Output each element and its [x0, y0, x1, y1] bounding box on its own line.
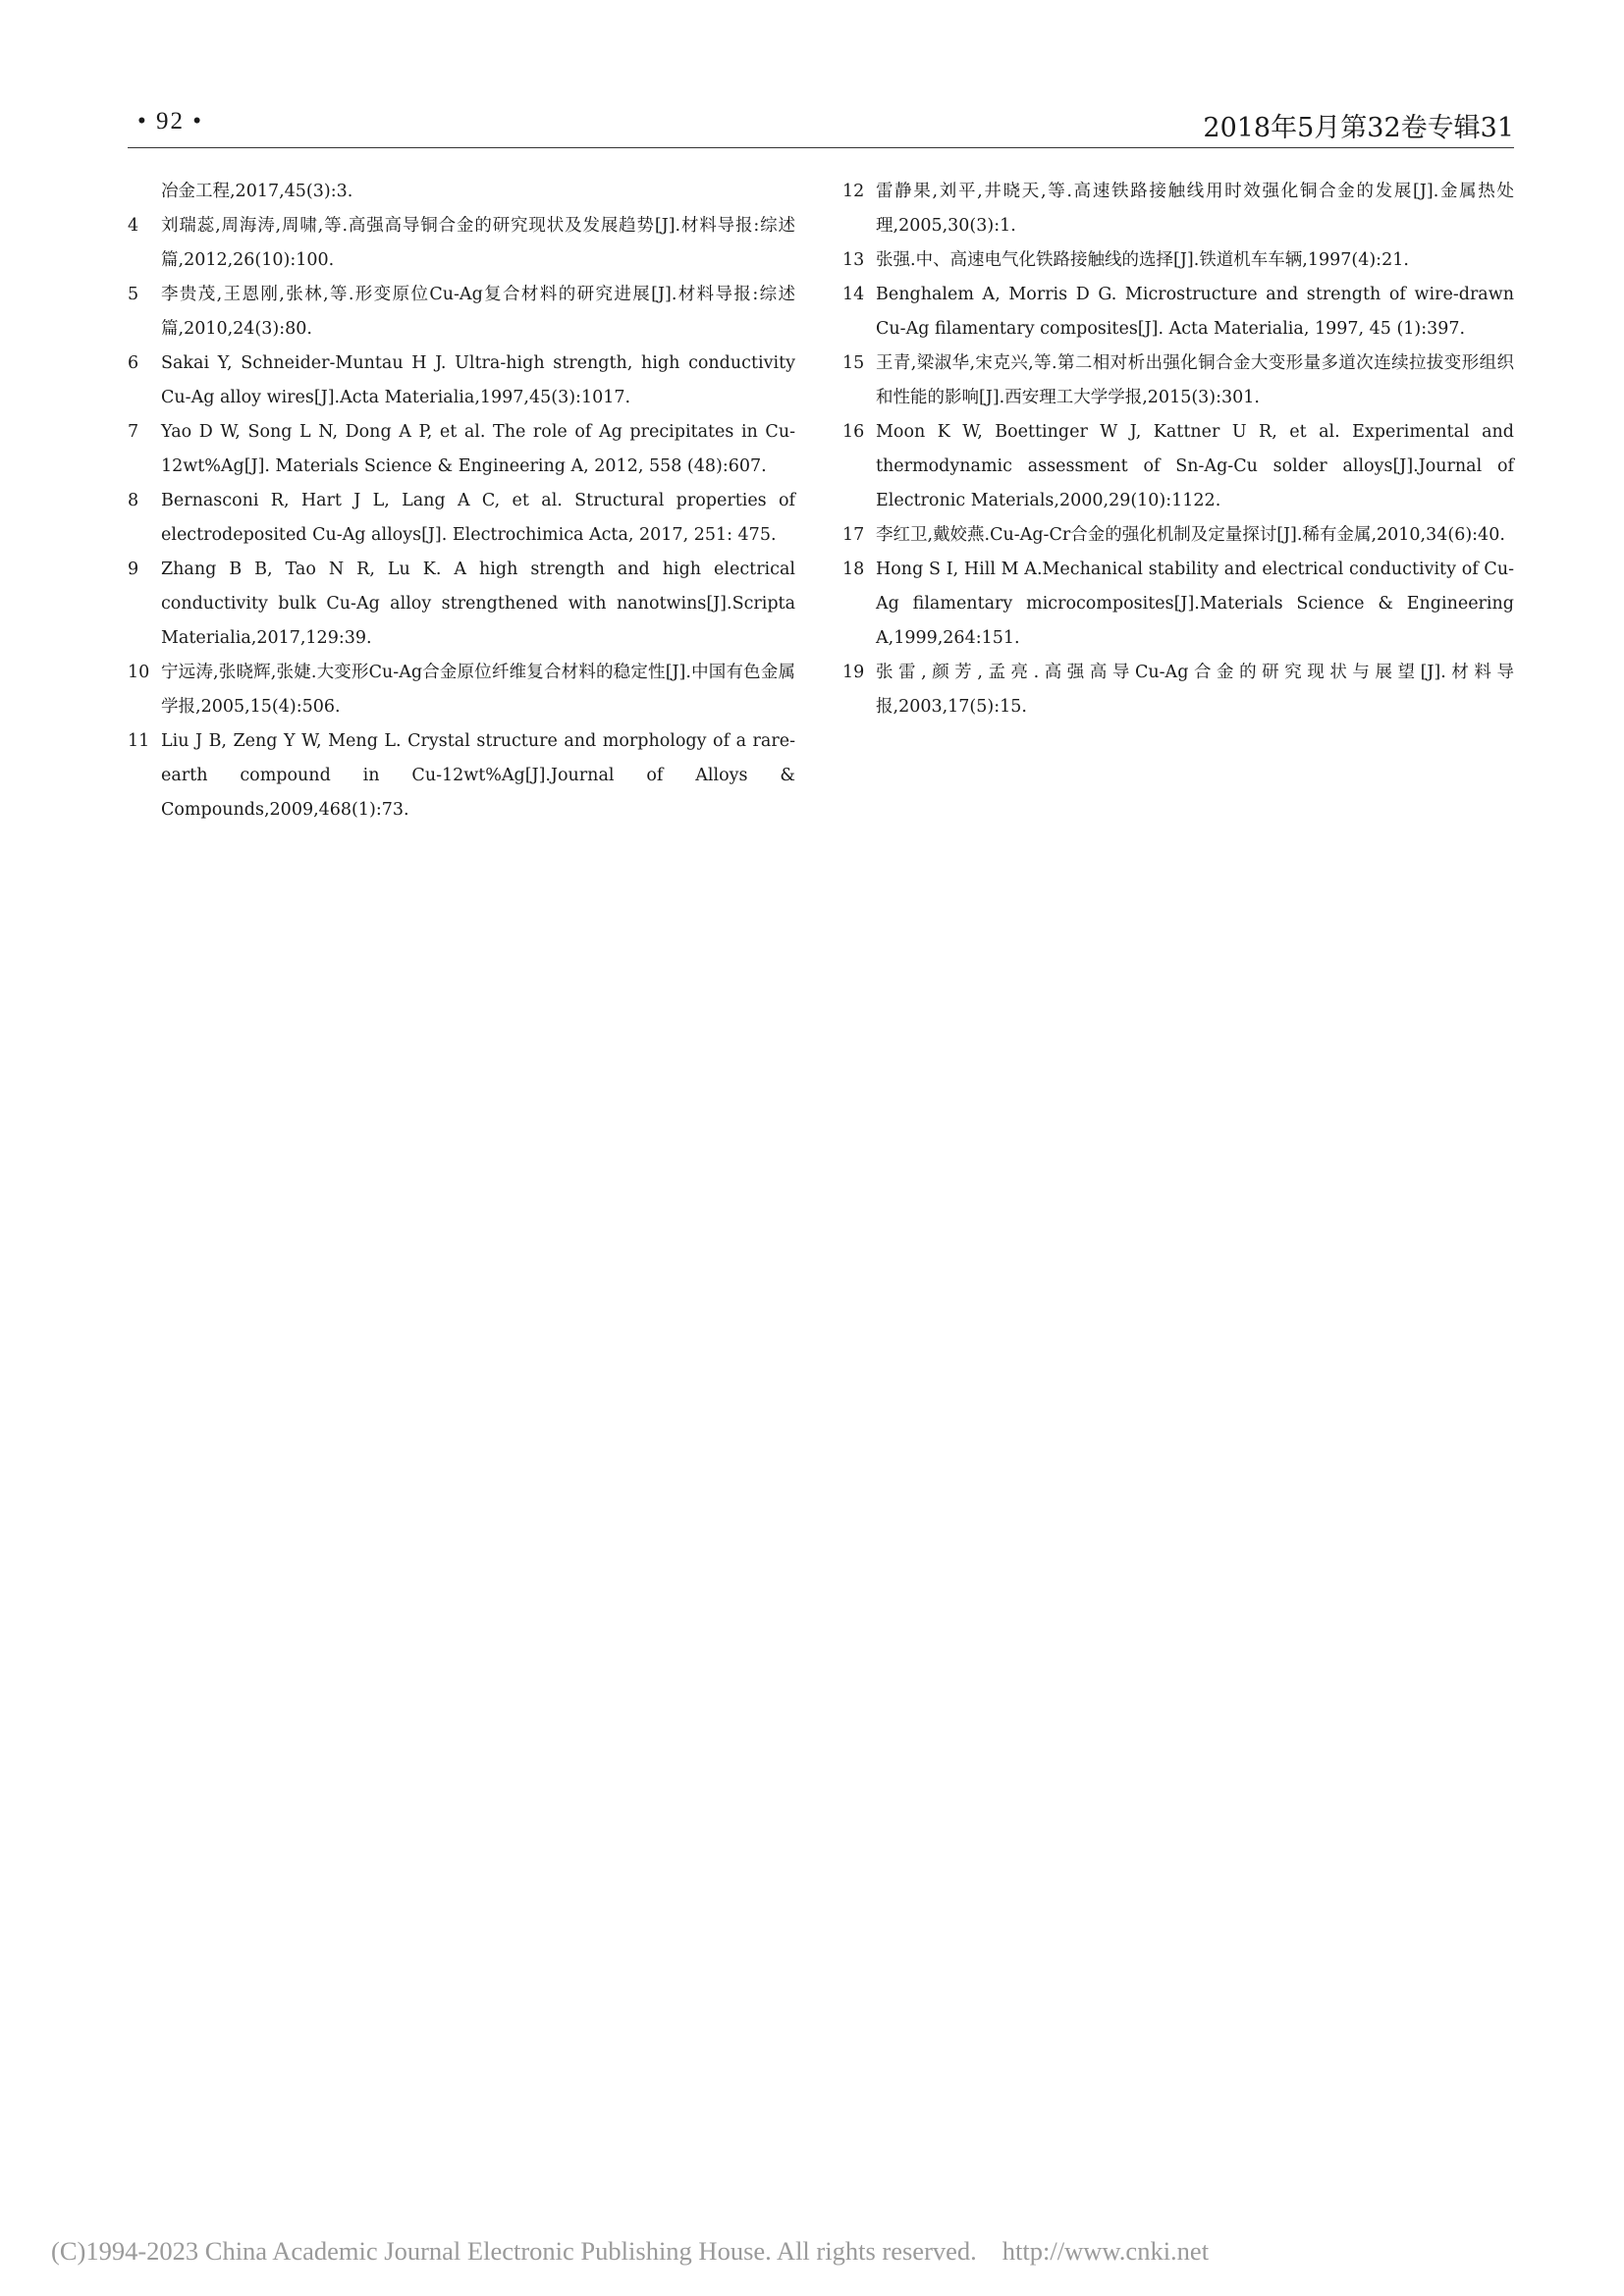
- reference-text: Zhang B B, Tao N R, Lu K. A high strength and high electrical conductivity bulk Cu-Ag alloy strengthened with nanotwins[J].Scripta Materialia,2017,129:39.: [161, 560, 795, 648]
- references-left-column: [128, 175, 795, 828]
- reference-item: [842, 415, 1514, 518]
- footer-url-link[interactable]: http://www.cnki.net: [1001, 2236, 1210, 2266]
- running-header: [128, 102, 1514, 148]
- reference-item: [128, 209, 795, 278]
- copyright-footer: [51, 2236, 1209, 2267]
- reference-item: [842, 347, 1514, 415]
- reference-number: 18: [842, 560, 865, 579]
- reference-text: Liu J B, Zeng Y W, Meng L. Crystal structure and morphology of a rare-earth compound in Cu-12wt%Ag[J].Journal of Alloys & Compounds,2009,468(1):73.: [161, 731, 795, 820]
- reference-item: [128, 347, 795, 415]
- reference-text: Moon K W, Boettinger W J, Kattner U R, et al. Experimental and thermodynamic assessment of Sn-Ag-Cu solder alloys[J].Journal of Electronic Materials,2000,29(10):1122.: [876, 422, 1514, 510]
- reference-text: 李贵茂,王恩刚,张林,等.形变原位Cu-Ag复合材料的研究进展[J].材料导报:综述篇,2010,24(3):80.: [161, 285, 795, 339]
- reference-text: Yao D W, Song L N, Dong A P, et al. The role of Ag precipitates in Cu-12wt%Ag[J]. Materials Science & Engineering A, 2012, 558 (48):607.: [161, 422, 795, 476]
- journal-issue: 2018年5月第32卷专辑31: [1203, 113, 1514, 143]
- reference-item: [842, 553, 1514, 656]
- reference-number: 6: [128, 353, 139, 373]
- reference-number: 9: [128, 560, 139, 579]
- reference-text: 刘瑞蕊,周海涛,周啸,等.高强高导铜合金的研究现状及发展趋势[J].材料导报:综述篇,2012,26(10):100.: [161, 216, 795, 270]
- reference-text: 张强.中、高速电气化铁路接触线的选择[J].铁道机车车辆,1997(4):21.: [876, 250, 1409, 270]
- reference-continuation: 冶金工程,2017,45(3):3.: [161, 182, 353, 201]
- reference-number: 8: [128, 491, 139, 510]
- copyright-text: (C)1994-2023 China Academic Journal Electronic Publishing House. All rights reserved.: [51, 2236, 977, 2266]
- reference-number: 11: [128, 731, 150, 751]
- reference-item: [128, 484, 795, 553]
- reference-number: 12: [842, 182, 865, 201]
- reference-text: Benghalem A, Morris D G. Microstructure and strength of wire-drawn Cu-Ag filamentary composites[J]. Acta Materialia, 1997, 45 (1):397.: [876, 285, 1514, 339]
- reference-item: [128, 278, 795, 347]
- reference-item: [842, 518, 1514, 553]
- reference-number: 19: [842, 663, 865, 682]
- reference-number: 15: [842, 353, 865, 373]
- reference-text: Hong S I, Hill M A.Mechanical stability and electrical conductivity of Cu-Ag filamentary microcomposites[J].Materials Science & Engineering A,1999,264:151.: [876, 560, 1514, 648]
- reference-number: 14: [842, 285, 865, 304]
- reference-text: Sakai Y, Schneider-Muntau H J. Ultra-high strength, high conductivity Cu-Ag alloy wires[J].Acta Materialia,1997,45(3):1017.: [161, 353, 795, 407]
- reference-number: 16: [842, 422, 865, 442]
- references-right-column: [842, 175, 1514, 724]
- reference-item: [842, 175, 1514, 243]
- page-number: • 92 •: [137, 108, 204, 134]
- reference-text: 王青,梁淑华,宋克兴,等.第二相对析出强化铜合金大变形量多道次连续拉拔变形组织和性能的影响[J].西安理工大学学报,2015(3):301.: [876, 353, 1514, 407]
- reference-number: 17: [842, 525, 865, 545]
- reference-number: 5: [128, 285, 139, 304]
- reference-text: 宁远涛,张晓辉,张婕.大变形Cu-Ag合金原位纤维复合材料的稳定性[J].中国有色金属学报,2005,15(4):506.: [161, 663, 795, 717]
- reference-item: [842, 243, 1514, 278]
- reference-number: 10: [128, 663, 150, 682]
- reference-number: 13: [842, 250, 865, 270]
- reference-item: [128, 656, 795, 724]
- reference-number: 4: [128, 216, 139, 236]
- reference-item: [128, 724, 795, 828]
- reference-text: Bernasconi R, Hart J L, Lang A C, et al. Structural properties of electrodeposited Cu-Ag alloys[J]. Electrochimica Acta, 2017, 251: 475.: [161, 491, 795, 545]
- reference-item: [842, 656, 1514, 724]
- reference-text: 张雷,颜芳,孟亮.高强高导Cu-Ag合金的研究现状与展望[J].材料导报,2003,17(5):15.: [876, 663, 1514, 717]
- reference-item: [128, 415, 795, 484]
- reference-item: [842, 278, 1514, 347]
- reference-number: 7: [128, 422, 139, 442]
- reference-text: 李红卫,戴姣燕.Cu-Ag-Cr合金的强化机制及定量探讨[J].稀有金属,2010,34(6):40.: [876, 525, 1505, 545]
- reference-text: 雷静果,刘平,井晓天,等.高速铁路接触线用时效强化铜合金的发展[J].金属热处理,2005,30(3):1.: [876, 182, 1514, 236]
- reference-item: [128, 553, 795, 656]
